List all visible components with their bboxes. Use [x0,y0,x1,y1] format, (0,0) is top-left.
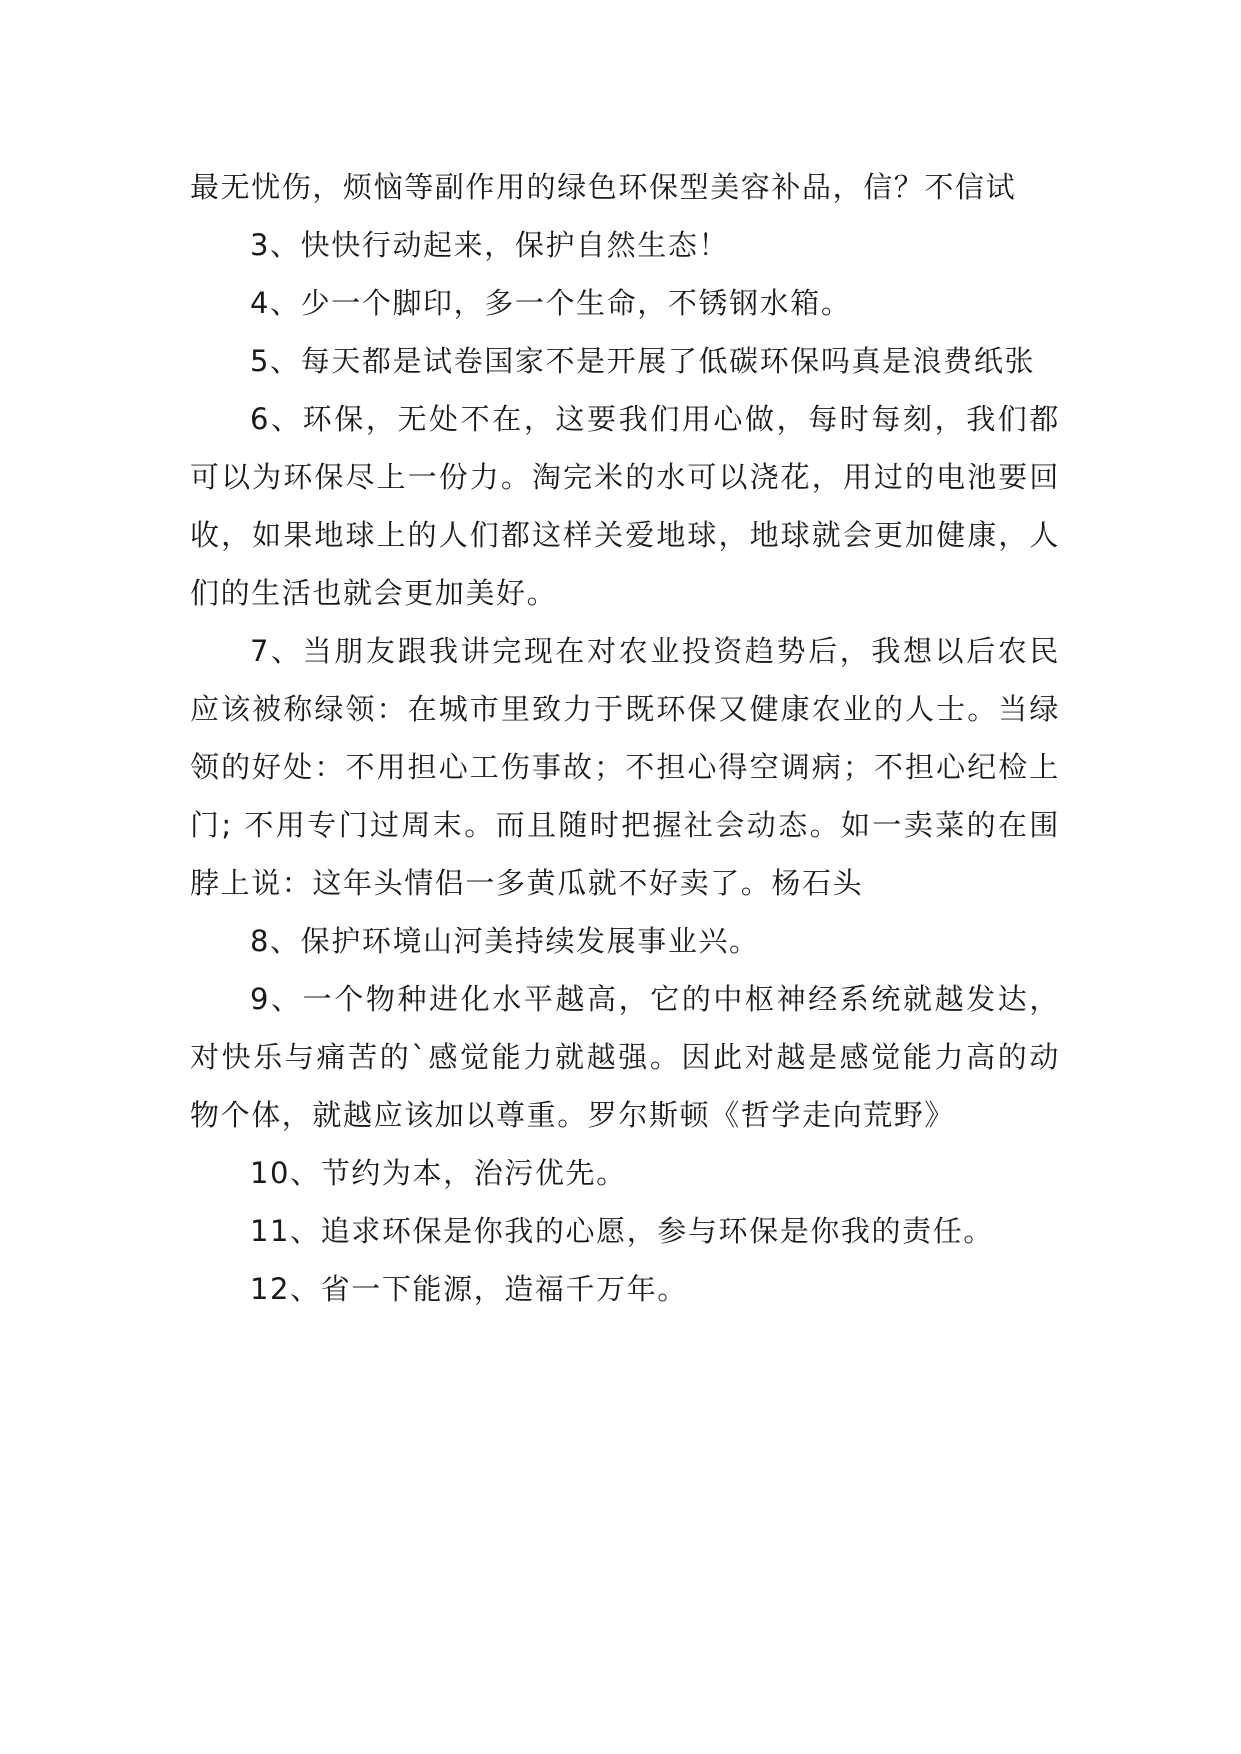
list-item-11: 11、追求环保是你我的心愿，参与环保是你我的责任。 [250,1214,994,1248]
list-item-3: 3、快快行动起来，保护自然生态！ [250,228,730,262]
list-item-6: 6、环保，无处不在，这要我们用心做，每时每刻，我们都可以为环保尽上一份力。淘完米的水可以浇花，用过的电池要回收，如果地球上的人们都这样关爱地球，地球就会更加健康，人们的生活也就会更加美好。 [190,402,1060,610]
document-body [190,158,1060,1318]
list-item-9: 9、一个物种进化水平越高，它的中枢神经系统就越发达，对快乐与痛苦的`感觉能力就越强。因此对越是感觉能力高的动物个体，就越应该加以尊重。罗尔斯顿《哲学走向荒野》 [190,982,1060,1132]
paragraph-intro-continuation: 最无忧伤，烦恼等副作用的绿色环保型美容补品，信？不信试 [190,170,1017,204]
list-item-4: 4、少一个脚印，多一个生命，不锈钢水箱。 [250,286,852,320]
list-item-8: 8、保护环境山河美持续发展事业兴。 [250,924,760,958]
list-item-7: 7、当朋友跟我讲完现在对农业投资趋势后，我想以后农民应该被称绿领：在城市里致力于既环保又健康农业的人士。当绿领的好处：不用担心工伤事故；不担心得空调病；不担心纪检上门; 不用专门过周末。而且随时把握社会动态。如一卖菜的在围脖上说：这年头情侣一多黄瓜就不好卖了。杨石头 [190,634,1060,900]
list-item-5: 5、每天都是试卷国家不是开展了低碳环保吗真是浪费纸张 [250,344,1036,378]
list-item-12: 12、省一下能源，造福千万年。 [250,1272,688,1306]
list-item-10: 10、节约为本，治污优先。 [250,1156,627,1190]
